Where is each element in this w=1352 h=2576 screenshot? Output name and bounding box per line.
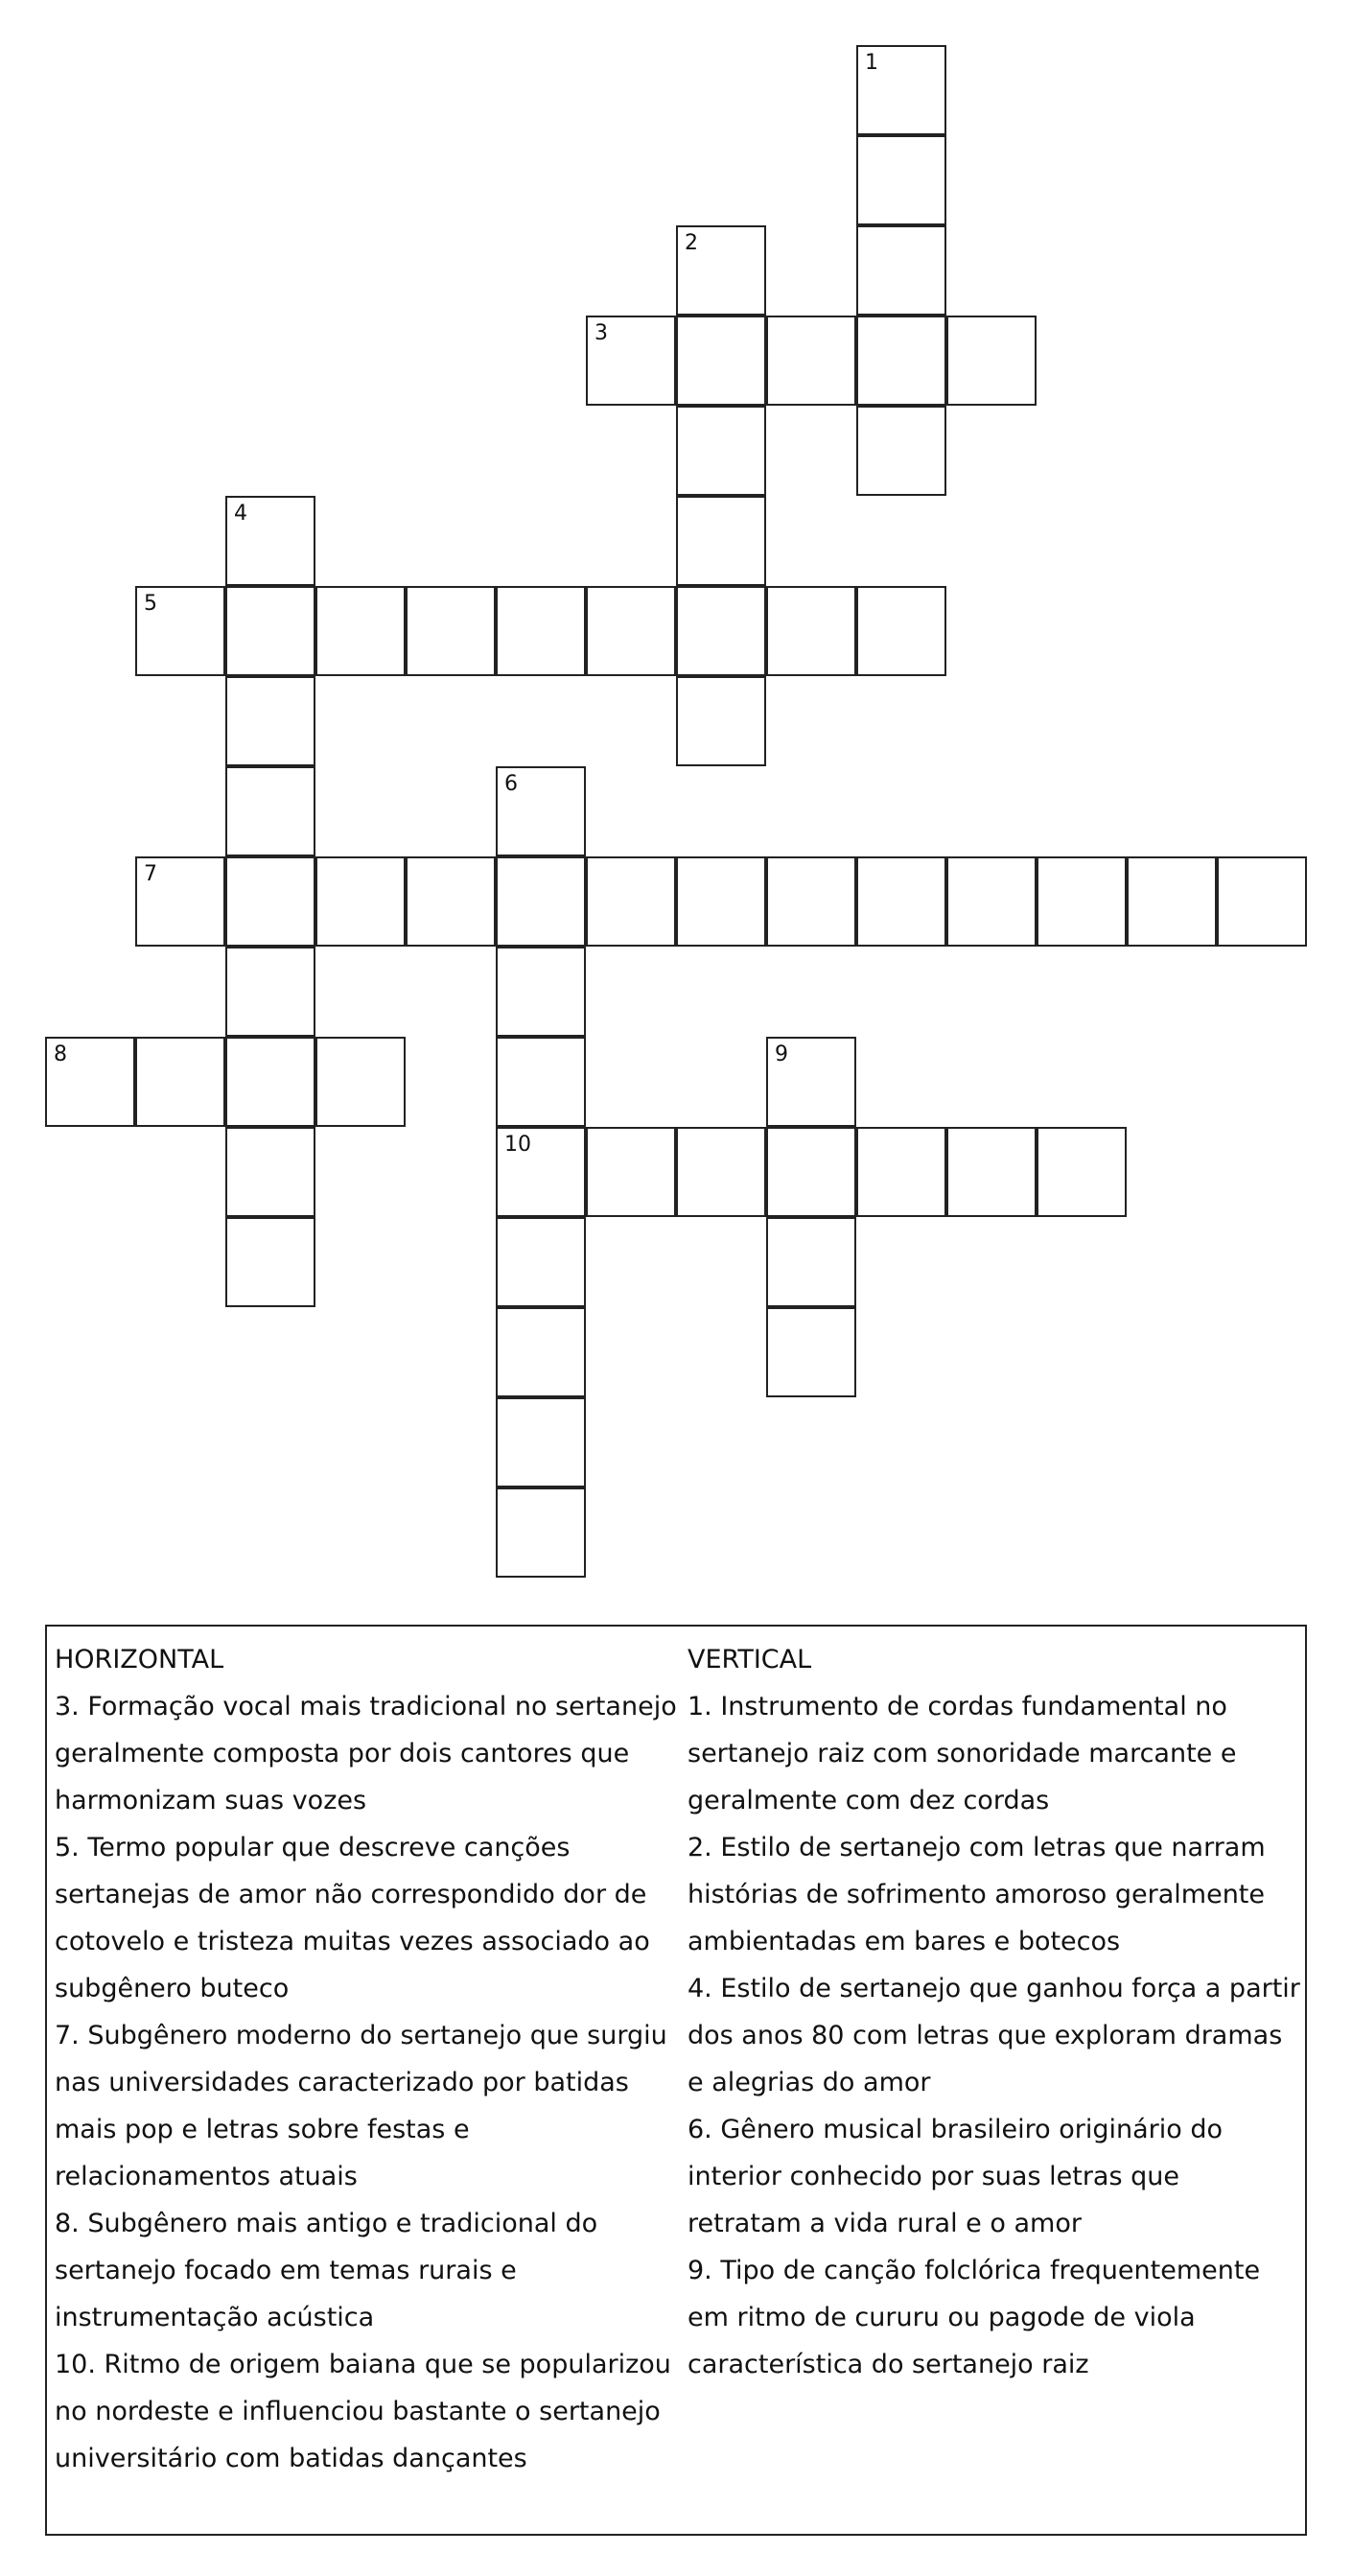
clue-horizontal-10: 10. Ritmo de origem baiana que se popularizou no nordeste e influenciou bastante o sertanejo universitário com batidas dançantes: [55, 2350, 671, 2473]
grid-cell[interactable]: [496, 586, 586, 676]
clue-number: 10: [504, 1133, 531, 1157]
grid-cell[interactable]: [586, 1127, 676, 1217]
grid-cell[interactable]: [225, 586, 315, 676]
clue-vertical-4: 4. Estilo de sertanejo que ganhou força a partir dos anos 80 com letras que exploram dramas e alegrias do amor: [688, 1974, 1300, 2097]
grid-cell[interactable]: [1037, 856, 1127, 947]
grid-cell[interactable]: [676, 225, 766, 316]
grid-cell[interactable]: [766, 1037, 856, 1127]
clue-horizontal-5: 5. Termo popular que descreve canções sertanejas de amor não correspondido dor de cotovelo e tristeza muitas vezes associado ao subgênero buteco: [55, 1833, 650, 2003]
grid-cell[interactable]: [315, 1037, 406, 1127]
clue-number: 3: [594, 321, 608, 345]
grid-cell[interactable]: [496, 1487, 586, 1578]
grid-cell[interactable]: [225, 856, 315, 947]
clue-horizontal-8: 8. Subgênero mais antigo e tradicional do sertanejo focado em temas rurais e instrumentação acústica: [55, 2209, 598, 2332]
grid-cell[interactable]: [225, 1037, 315, 1127]
grid-cell[interactable]: [856, 45, 946, 135]
grid-cell[interactable]: [496, 766, 586, 856]
grid-cell[interactable]: [496, 1217, 586, 1307]
grid-cell[interactable]: [586, 586, 676, 676]
grid-cell[interactable]: [856, 406, 946, 496]
grid-cell[interactable]: [946, 1127, 1037, 1217]
grid-cell[interactable]: [766, 316, 856, 406]
grid-cell[interactable]: [676, 316, 766, 406]
grid-cell[interactable]: [766, 1307, 856, 1397]
grid-cell[interactable]: [676, 856, 766, 947]
grid-cell[interactable]: [766, 1127, 856, 1217]
clue-number: 4: [234, 502, 247, 526]
horizontal-clues: [55, 1636, 678, 2482]
grid-cell[interactable]: [1127, 856, 1217, 947]
vertical-clues: [688, 1636, 1301, 2388]
grid-cell[interactable]: [676, 676, 766, 766]
clue-number: 7: [144, 862, 157, 886]
clue-number: 5: [144, 592, 157, 616]
grid-cell[interactable]: [496, 1397, 586, 1487]
clue-number: 8: [54, 1042, 67, 1066]
grid-cell[interactable]: [496, 1307, 586, 1397]
grid-cell[interactable]: [676, 1127, 766, 1217]
clues-box: [45, 1625, 1307, 2536]
grid-cell[interactable]: [766, 1217, 856, 1307]
clue-number: 2: [685, 231, 698, 255]
grid-cell[interactable]: [225, 947, 315, 1037]
grid-cell[interactable]: [315, 586, 406, 676]
grid-cell[interactable]: [676, 406, 766, 496]
horizontal-title: HORIZONTAL: [55, 1645, 224, 1674]
grid-cell[interactable]: [586, 316, 676, 406]
grid-cell[interactable]: [946, 856, 1037, 947]
clue-number: 1: [865, 51, 878, 75]
grid-cell[interactable]: [135, 586, 225, 676]
vertical-title: VERTICAL: [688, 1645, 812, 1674]
clue-number: 9: [775, 1042, 788, 1066]
grid-cell[interactable]: [586, 856, 676, 947]
clue-vertical-6: 6. Gênero musical brasileiro originário do interior conhecido por suas letras que retratam a vida rural e o amor: [688, 2115, 1224, 2238]
grid-cell[interactable]: [1037, 1127, 1127, 1217]
grid-cell[interactable]: [1217, 856, 1307, 947]
grid-cell[interactable]: [496, 856, 586, 947]
clue-vertical-1: 1. Instrumento de cordas fundamental no sertanejo raiz com sonoridade marcante e geralmente com dez cordas: [688, 1692, 1237, 1815]
grid-cell[interactable]: [496, 1127, 586, 1217]
clue-vertical-2: 2. Estilo de sertanejo com letras que narram histórias de sofrimento amoroso geralmente ambientadas em bares e botecos: [688, 1833, 1266, 1956]
grid-cell[interactable]: [766, 856, 856, 947]
grid-cell[interactable]: [135, 1037, 225, 1127]
clue-number: 6: [504, 772, 518, 796]
grid-cell[interactable]: [225, 1217, 315, 1307]
grid-cell[interactable]: [225, 1127, 315, 1217]
grid-cell[interactable]: [676, 586, 766, 676]
grid-cell[interactable]: [856, 586, 946, 676]
grid-cell[interactable]: [856, 1127, 946, 1217]
grid-cell[interactable]: [946, 316, 1037, 406]
clue-vertical-9: 9. Tipo de canção folclórica frequentemente em ritmo de cururu ou pagode de viola característica do sertanejo raiz: [688, 2256, 1261, 2379]
grid-cell[interactable]: [45, 1037, 135, 1127]
grid-cell[interactable]: [406, 586, 496, 676]
grid-cell[interactable]: [225, 676, 315, 766]
grid-cell[interactable]: [766, 586, 856, 676]
grid-cell[interactable]: [406, 856, 496, 947]
grid-cell[interactable]: [315, 856, 406, 947]
grid-cell[interactable]: [856, 856, 946, 947]
clue-horizontal-3: 3. Formação vocal mais tradicional no sertanejo geralmente composta por dois cantores que harmonizam suas vozes: [55, 1692, 677, 1815]
grid-cell[interactable]: [856, 135, 946, 225]
grid-cell[interactable]: [496, 1037, 586, 1127]
grid-cell[interactable]: [676, 496, 766, 586]
clue-horizontal-7: 7. Subgênero moderno do sertanejo que surgiu nas universidades caracterizado por batidas mais pop e letras sobre festas e relacionamentos atuais: [55, 2021, 667, 2191]
grid-cell[interactable]: [225, 496, 315, 586]
grid-cell[interactable]: [496, 947, 586, 1037]
grid-cell[interactable]: [856, 316, 946, 406]
grid-cell[interactable]: [856, 225, 946, 316]
grid-cell[interactable]: [135, 856, 225, 947]
grid-cell[interactable]: [225, 766, 315, 856]
